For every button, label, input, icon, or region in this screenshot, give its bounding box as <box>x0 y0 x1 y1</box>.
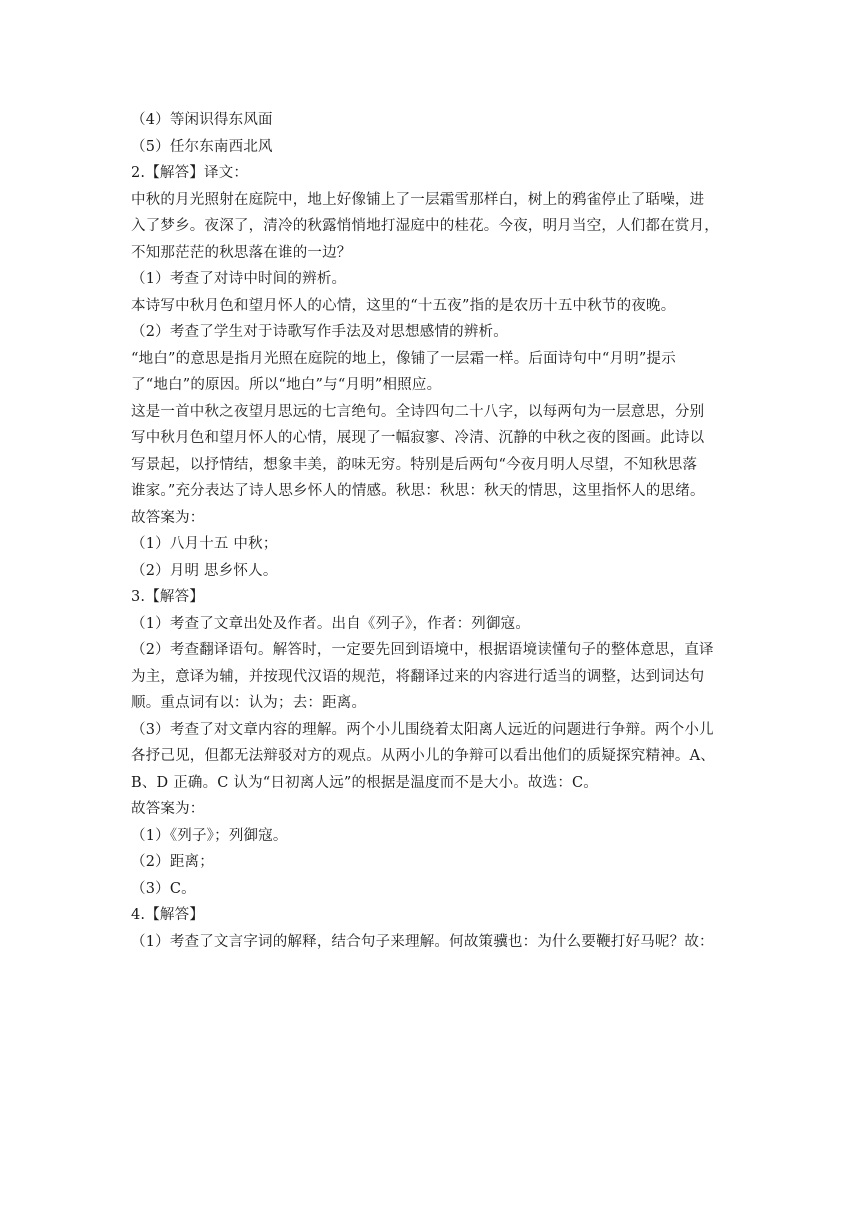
analysis-paragraph <box>131 637 743 717</box>
paragraph-line: “地白”的意思是指月光照在庭院的地上，像铺了一层霜一样。后面诗句中“月明”提示 <box>131 350 676 367</box>
paragraph-line: 写景起，以抒情结，想象丰美，韵味无穷。特别是后两句“今夜月明人尽望，不知秋思落 <box>131 456 698 473</box>
answer-line: （5）任尔东南西北风 <box>131 138 273 155</box>
paragraph-line: 谁家。”充分表达了诗人思乡怀人的情感。秋思：秋思：秋天的情思，这里指怀人的思绪。 <box>131 483 705 499</box>
paragraph-line: 入了梦乡。夜深了，清冷的秋露悄悄地打湿庭中的桂花。今夜，明月当空，人们都在赏月， <box>131 218 719 234</box>
analysis-line: （2）考查了学生对于诗歌写作手法及对思想感情的辨析。 <box>131 324 508 340</box>
section-heading: 2.【解答】译文： <box>131 165 249 181</box>
answer-line: （2）月明 思乡怀人。 <box>131 562 278 579</box>
paragraph-line: 了“地白”的原因。所以“地白”与“月明”相照应。 <box>131 377 442 393</box>
answer-line: （4）等闲识得东风面 <box>131 112 273 128</box>
answer-line: （3）C。 <box>131 880 196 897</box>
paragraph-line: 这是一首中秋之夜望月思远的七言绝句。全诗四句二十八字，以每两句为一层意思，分别 <box>131 403 705 420</box>
analysis-line: （1）考查了对诗中时间的辨析。 <box>131 271 347 287</box>
document-content <box>131 107 743 955</box>
analysis-line: （1）考查了文言字词的解释，结合句子来理解。何故策骥也：为什么要鞭打好马呢？故： <box>131 933 714 950</box>
paragraph-line: 写中秋月色和望月怀人的心情，展现了一幅寂寥、冷清、沉静的中秋之夜的图画。此诗以 <box>131 430 705 446</box>
translation-paragraph <box>131 187 743 267</box>
paragraph-line: （2）考查翻译语句。解答时，一定要先回到语境中，根据语境读懂句子的整体意思，直译 <box>131 642 714 658</box>
analysis-line: 本诗写中秋月色和望月怀人的心情，这里的“十五夜”指的是农历十五中秋节的夜晚。 <box>131 297 676 314</box>
answer-line: （2）距离； <box>131 854 214 870</box>
analysis-line: （1）考查了文章出处及作者。出自《列子》，作者：列御寇。 <box>131 615 531 632</box>
answer-label: 故答案为： <box>131 509 205 526</box>
paragraph-line: （3）考查了对文章内容的理解。两个小儿围绕着太阳离人远近的问题进行争辩。两个小儿 <box>131 721 714 738</box>
section-heading: 3.【解答】 <box>131 589 205 605</box>
paragraph-line: 不知那茫茫的秋思落在谁的一边？ <box>131 244 352 261</box>
paragraph-line: 中秋的月光照射在庭院中，地上好像铺上了一层霜雪那样白，树上的鸦雀停止了聒噪，进 <box>131 191 705 208</box>
paragraph-line: 各抒己见，但都无法辩驳对方的观点。从两小儿的争辩可以看出他们的质疑探究精神。A、 <box>131 748 715 764</box>
answer-label: 故答案为： <box>131 801 205 817</box>
paragraph-line: 顺。重点词有以：认为；去：距离。 <box>131 695 367 711</box>
section-heading: 4.【解答】 <box>131 907 205 923</box>
paragraph-line: 为主，意译为辅，并按现代汉语的规范，将翻译过来的内容进行适当的调整，达到词达句 <box>131 668 705 685</box>
paragraph-line: B、D 正确。C 认为“日初离人远”的根据是温度而不是大小。故选：C。 <box>131 774 599 791</box>
answer-line: （1）《列子》；列御寇。 <box>131 827 288 844</box>
answer-line: （1）八月十五 中秋； <box>131 536 278 552</box>
analysis-paragraph <box>131 399 743 505</box>
analysis-paragraph <box>131 717 743 797</box>
analysis-paragraph <box>131 346 743 399</box>
